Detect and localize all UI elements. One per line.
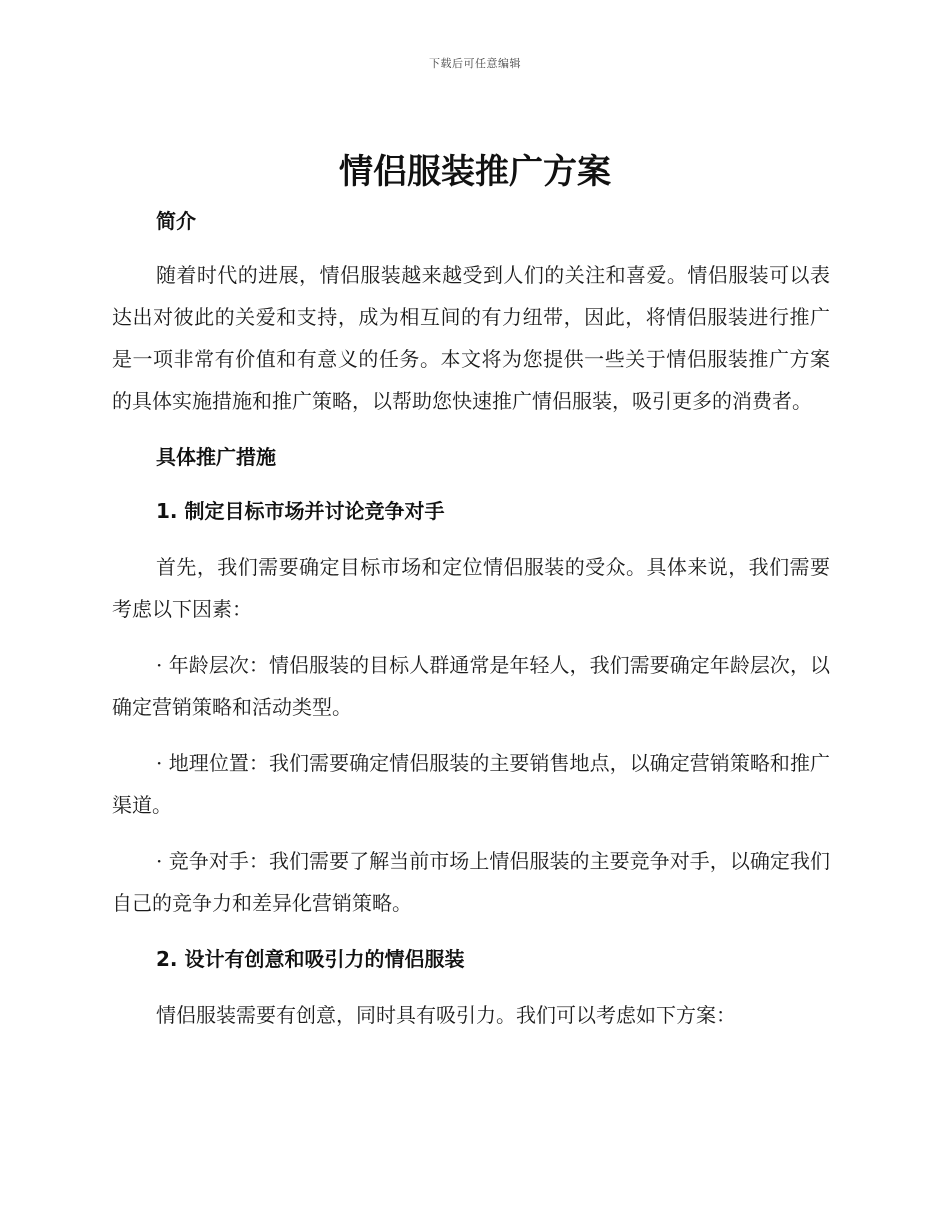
bullet-competitor: · 竞争对手：我们需要了解当前市场上情侣服装的主要竞争对手，以确定我们自己的竞争力和差异化营销策略。 [112, 849, 830, 915]
document-title: 情侣服装推广方案 [339, 152, 611, 192]
bullet-age: · 年龄层次：情侣服装的目标人群通常是年轻人，我们需要确定年龄层次，以确定营销策略和活动类型。 [112, 653, 830, 719]
step1-heading: 1. 制定目标市场并讨论竞争对手 [156, 499, 445, 523]
measures-heading: 具体推广措施 [156, 445, 276, 469]
step1-paragraph: 首先，我们需要确定目标市场和定位情侣服装的受众。具体来说，我们需要考虑以下因素： [112, 555, 830, 621]
document-body [112, 202, 830, 1036]
page-header-note: 下载后可任意编辑 [429, 57, 521, 70]
intro-heading: 简介 [156, 209, 196, 233]
step2-paragraph: 情侣服装需要有创意，同时具有吸引力。我们可以考虑如下方案： [156, 1003, 736, 1027]
step2-heading: 2. 设计有创意和吸引力的情侣服装 [156, 947, 465, 971]
bullet-location: · 地理位置：我们需要确定情侣服装的主要销售地点，以确定营销策略和推广渠道。 [112, 751, 830, 817]
intro-paragraph: 随着时代的进展，情侣服装越来越受到人们的关注和喜爱。情侣服装可以表达出对彼此的关爱和支持，成为相互间的有力纽带，因此，将情侣服装进行推广是一项非常有价值和有意义的任务。本文将为您提供一些关于情侣服装推广方案的具体实施措施和推广策略，以帮助您快速推广情侣服装，吸引更多的消费者。 [112, 263, 830, 413]
